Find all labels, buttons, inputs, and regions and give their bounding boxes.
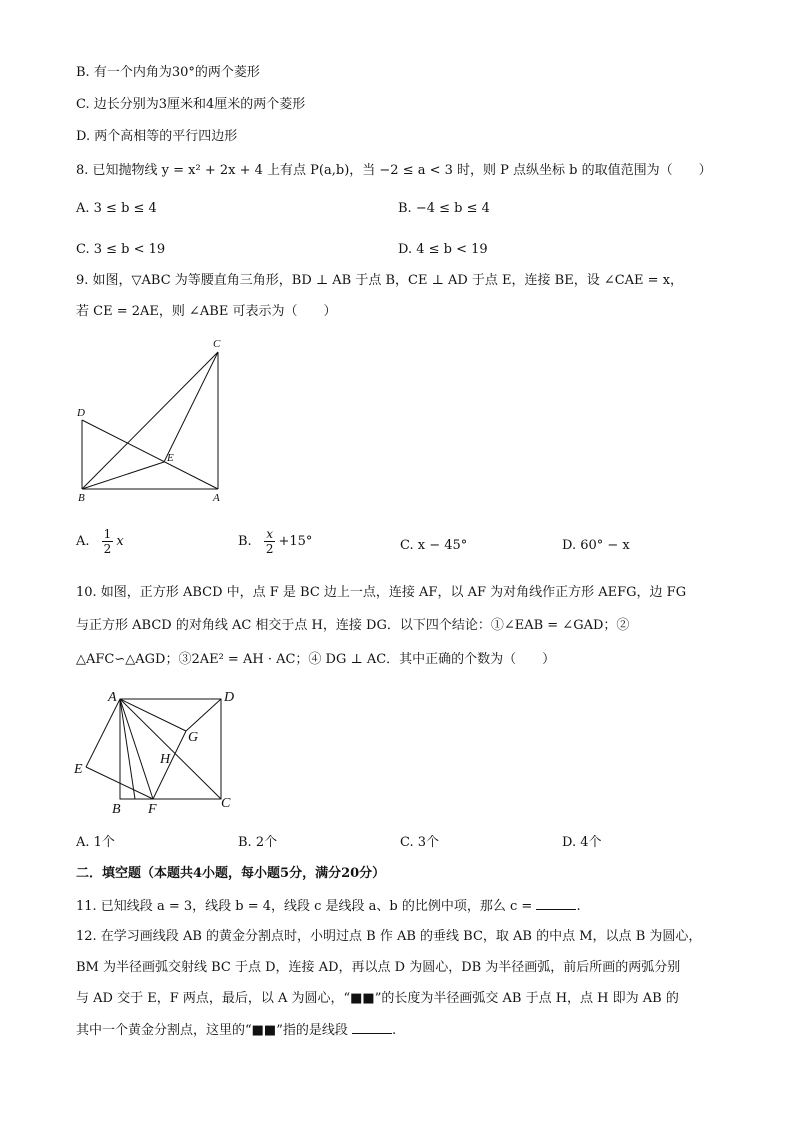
q9-label-b: B — [78, 492, 85, 502]
q9-segment-bc — [82, 352, 218, 489]
q9-option-b-numerator: x — [264, 527, 276, 542]
q9-stem-line2: 若 CE = 2AE，则 ∠ABE 可表示为（ ） — [76, 304, 337, 319]
q7-option-c: C. 边长分别为3厘米和4厘米的两个菱形 — [76, 97, 306, 112]
q12-line2: BM 为半径画弧交射线 BC 于点 D，连接 AD，再以点 D 为圆心，DB 为半径画弧，前后所画的两弧分别 — [76, 960, 681, 975]
q10-option-a: A. 1个 — [76, 835, 115, 850]
q9-option-a-denominator: 2 — [103, 542, 112, 556]
q10-segment-ae — [86, 699, 120, 767]
q10-label-e: E — [74, 762, 83, 777]
q9-option-d: D. 60° − x — [562, 538, 630, 553]
q9-segment-da — [82, 420, 218, 489]
q10-label-h: H — [160, 752, 171, 767]
section-fill-in-title: 二．填空题（本题共4小题，每小题5分，满分20分） — [76, 866, 386, 881]
q10-label-c: C — [221, 796, 231, 811]
q9-option-b-fraction — [264, 527, 276, 556]
q9-option-a-prefix: A. — [76, 534, 90, 549]
q10-option-c: C. 3个 — [400, 835, 440, 850]
q9-option-b-denominator: 2 — [265, 542, 274, 556]
q12-end: . — [392, 1023, 397, 1038]
q9-option-a-fraction — [102, 527, 114, 556]
q10-label-d: D — [224, 690, 235, 705]
q8-option-a: A. 3 ≤ b ≤ 4 — [76, 201, 157, 216]
q11-answer-blank[interactable] — [536, 897, 576, 910]
q9-option-b-rest: +15° — [278, 534, 313, 549]
q9-label-c: C — [213, 338, 221, 350]
q10-segment-af — [120, 699, 153, 799]
q10-stem-line3: △AFC∽△AGD；③2AE² = AH · AC；④ DG ⊥ AC．其中正确的个数为（ ） — [76, 652, 556, 667]
q10-diagonal-ac — [120, 699, 221, 799]
q12-line4-text: 其中一个黄金分割点，这里的“■■”指的是线段 — [76, 1023, 348, 1038]
q9-option-a-numerator: 1 — [103, 527, 112, 541]
q9-label-e: E — [167, 452, 174, 464]
q9-figure — [70, 332, 240, 502]
q12-answer-blank[interactable] — [352, 1021, 392, 1034]
q11-text: 11. 已知线段 a = 3，线段 b = 4，线段 c 是线段 a、b 的比例中项，那么 c = — [76, 899, 533, 914]
q11-end: . — [576, 899, 581, 914]
q10-option-d: D. 4个 — [562, 835, 602, 850]
q10-stem-line2: 与正方形 ABCD 的对角线 AC 相交于点 H，连接 DG．以下四个结论：①∠EAB = ∠GAD；② — [76, 618, 630, 633]
q9-option-a — [76, 527, 124, 556]
q9-segment-ce — [164, 352, 218, 462]
q8-option-b: B. −4 ≤ b ≤ 4 — [398, 201, 490, 216]
q9-option-b — [238, 527, 312, 556]
q9-label-a: A — [213, 492, 220, 502]
q10-label-a: A — [108, 690, 117, 705]
q12-line1: 12. 在学习画线段 AB 的黄金分割点时，小明过点 B 作 AB 的垂线 BC，取 AB 的中点 M，以点 B 为圆心， — [76, 929, 702, 944]
q10-figure — [70, 683, 250, 823]
q9-stem-line1: 9. 如图，▽ABC 为等腰直角三角形，BD ⊥ AB 于点 B，CE ⊥ AD 于点 E，连接 BE，设 ∠CAE = x， — [76, 273, 684, 288]
q7-option-b: B. 有一个内角为30°的两个菱形 — [76, 65, 260, 80]
q9-option-b-prefix: B. — [238, 534, 252, 549]
q11 — [76, 897, 581, 916]
q10-label-b: B — [112, 802, 121, 817]
q10-segment-ag — [120, 699, 186, 731]
q10-label-g: G — [188, 730, 199, 745]
q9-segment-be — [82, 462, 164, 489]
q10-segment-gd — [186, 699, 221, 731]
q8-option-d: D. 4 ≤ b < 19 — [398, 242, 488, 257]
q9-label-d: D — [77, 407, 85, 419]
q8-stem: 8. 已知抛物线 y = x² + 2x + 4 上有点 P(a,b)，当 −2 ≤ a < 3 时，则 P 点纵坐标 b 的取值范围为（ ） — [76, 163, 712, 178]
q12-line3: 与 AD 交于 E，F 两点，最后，以 A 为圆心，“■■”的长度为半径画弧交 AB 于点 H，点 H 即为 AB 的 — [76, 991, 679, 1006]
q10-stem-line1: 10. 如图，正方形 ABCD 中，点 F 是 BC 边上一点，连接 AF，以 AF 为对角线作正方形 AEFG，边 FG — [76, 585, 687, 600]
q9-option-a-var: x — [116, 534, 124, 549]
q7-option-d: D. 两个高相等的平行四边形 — [76, 129, 238, 144]
q12-line4 — [76, 1021, 396, 1040]
q10-option-b: B. 2个 — [238, 835, 278, 850]
q9-option-c: C. x − 45° — [400, 538, 468, 553]
q8-option-c: C. 3 ≤ b < 19 — [76, 242, 166, 257]
q10-label-f: F — [148, 802, 157, 817]
